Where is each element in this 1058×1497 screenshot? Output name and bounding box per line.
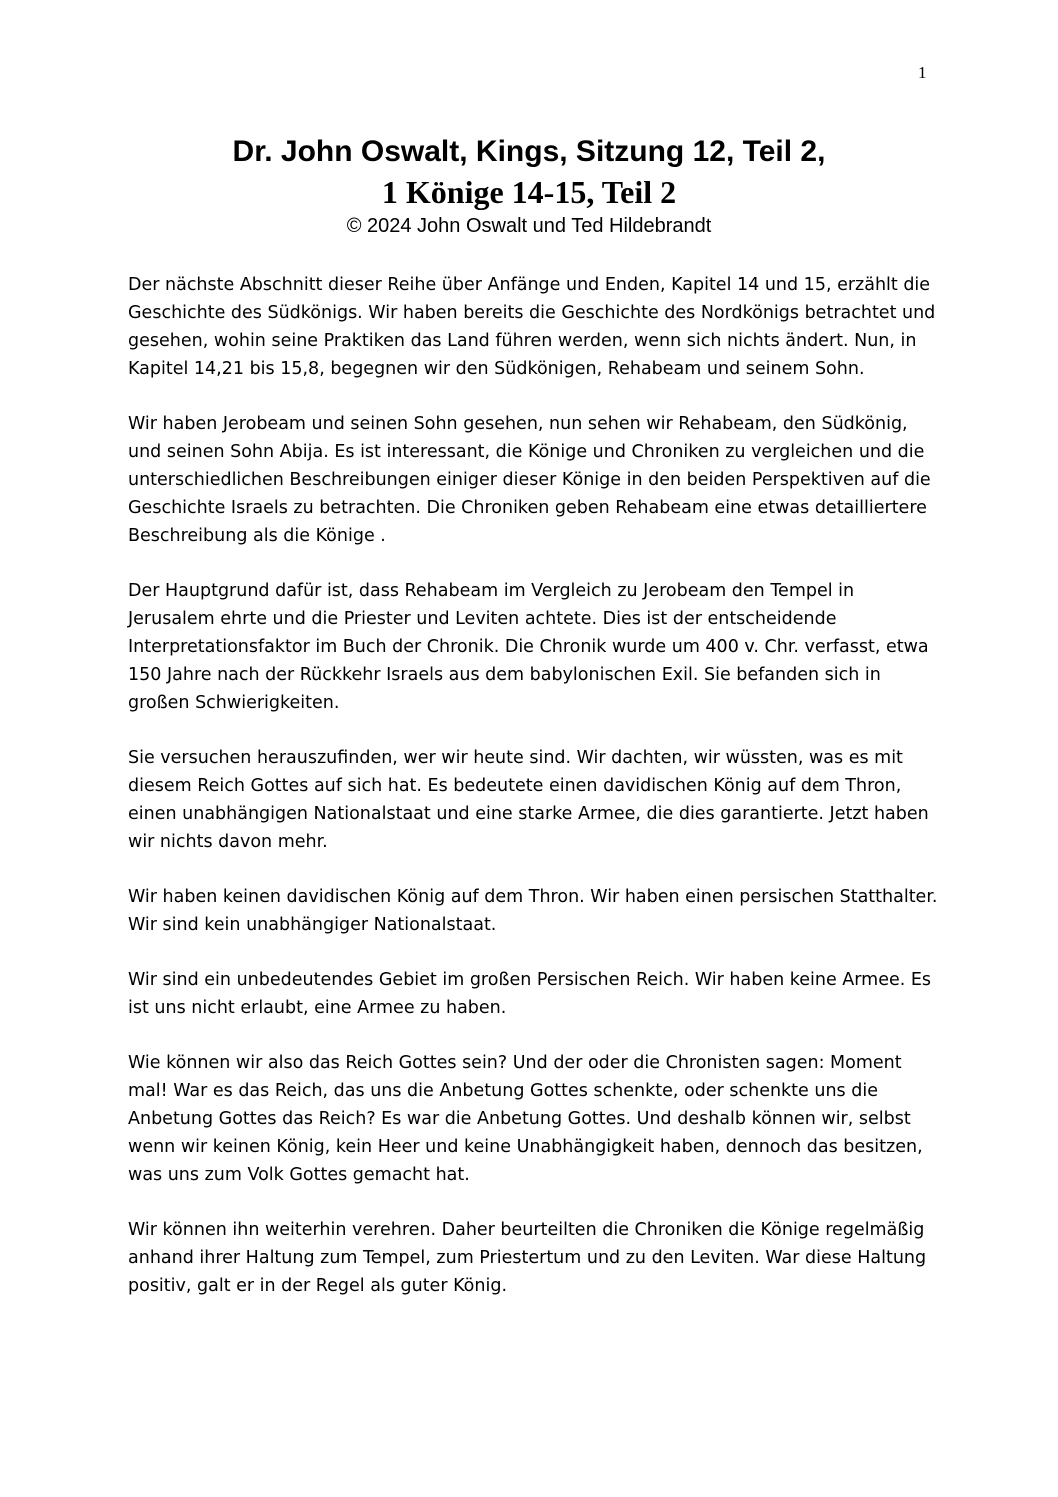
document-body [128, 271, 938, 1327]
document-title: Dr. John Oswalt, Kings, Sitzung 12, Teil 2, [232, 135, 826, 168]
page-number: 1 [918, 63, 927, 82]
document-header [0, 132, 1058, 240]
paragraph: Wir haben Jerobeam und seinen Sohn gesehen, nun sehen wir Rehabeam, den Südkönig, und seinen Sohn Abija. Es ist interessant, die Könige und Chroniken zu vergleichen und die unterschiedlichen Beschreibungen einiger dieser Könige in den beiden Perspektiven auf die Geschichte Israels zu betrachten. Die Chroniken geben Rehabeam eine etwas detailliertere Beschreibung als die Könige . [128, 414, 931, 546]
paragraph: Der Hauptgrund dafür ist, dass Rehabeam im Vergleich zu Jerobeam den Tempel in Jerusalem ehrte und die Priester und Leviten achtete. Dies ist der entscheidende Interpretationsfaktor im Buch der Chronik. Die Chronik wurde um 400 v. Chr. verfasst, etwa 150 Jahre nach der Rückkehr Israels aus dem babylonischen Exil. Sie befanden sich in großen Schwierigkeiten. [128, 581, 929, 713]
copyright-notice: © 2024 John Oswalt und Ted Hildebrandt [346, 215, 712, 237]
document-subtitle: 1 Könige 14-15, Teil 2 [381, 174, 677, 210]
paragraph: Wie können wir also das Reich Gottes sein? Und der oder die Chronisten sagen: Moment mal! War es das Reich, das uns die Anbetung Gottes schenkte, oder schenkte uns die Anbetung Gottes das Reich? Es war die Anbetung Gottes. Und deshalb können wir, selbst wenn wir keinen König, kein Heer und keine Unabhängigkeit haben, dennoch das besitzen, was uns zum Volk Gottes gemacht hat. [128, 1053, 923, 1185]
paragraph: Wir können ihn weiterhin verehren. Daher beurteilten die Chroniken die Könige regelmäßig anhand ihrer Haltung zum Tempel, zum Priestertum und zu den Leviten. War diese Haltung positiv, galt er in der Regel als guter König. [128, 1220, 927, 1296]
paragraph: Der nächste Abschnitt dieser Reihe über Anfänge und Enden, Kapitel 14 und 15, erzählt die Geschichte des Südkönigs. Wir haben bereits die Geschichte des Nordkönigs betrachtet und gesehen, wohin seine Praktiken das Land führen werden, wenn sich nichts ändert. Nun, in Kapitel 14,21 bis 15,8, begegnen wir den Südkönigen, Rehabeam und seinem Sohn. [128, 275, 936, 379]
paragraph: Wir haben keinen davidischen König auf dem Thron. Wir haben einen persischen Statthalter. Wir sind kein unabhängiger Nationalstaat. [128, 887, 938, 935]
paragraph: Wir sind ein unbedeutendes Gebiet im großen Persischen Reich. Wir haben keine Armee. Es ist uns nicht erlaubt, eine Armee zu haben. [128, 970, 932, 1018]
paragraph: Sie versuchen herauszufinden, wer wir heute sind. Wir dachten, wir wüssten, was es mit diesem Reich Gottes auf sich hat. Es bedeutete einen davidischen König auf dem Thron, einen unabhängigen Nationalstaat und eine starke Armee, die dies garantierte. Jetzt haben wir nichts davon mehr. [128, 748, 929, 852]
